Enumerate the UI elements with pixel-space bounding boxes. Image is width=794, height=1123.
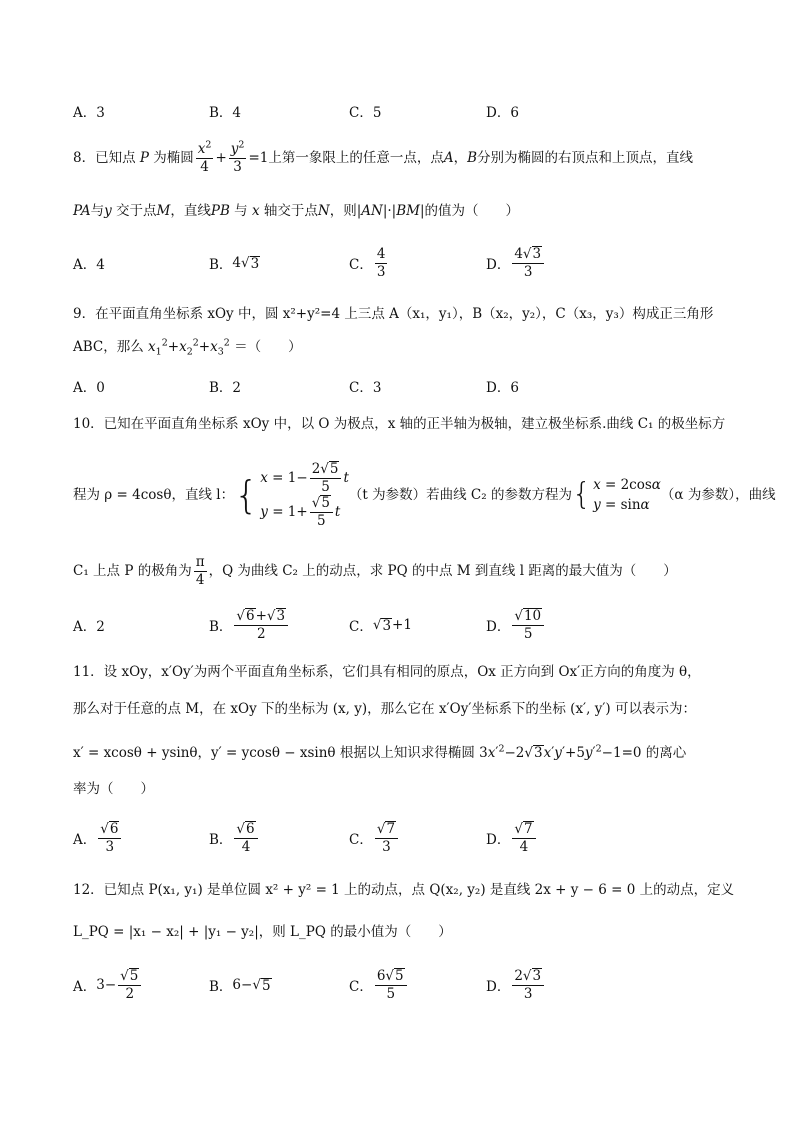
q8-text: 与 — [90, 203, 105, 219]
q11-stem-line2: 那么对于任意的点 M，在 xOy 下的坐标为 (x, y)，那么它在 x′Oy′坐标系下的坐标 (x′, y′) 可以表示为： — [73, 701, 696, 717]
q8-text: 交于点 — [116, 203, 157, 219]
q11-option-c[interactable]: C． $\frac{√7}{3}$ — [349, 815, 400, 861]
q10-text: C₁ 上点 P 的极角为 — [73, 563, 192, 579]
q8-option-c[interactable]: C． $\frac{4}{3}$ — [349, 245, 386, 280]
q9-text: ＝（ ） — [234, 339, 302, 355]
q10-text: （t 为参数）若曲线 C₂ 的参数方程为 — [348, 487, 572, 503]
q10-stem-line2 — [73, 450, 776, 540]
q10-stem-line3: C₁ 上点 P 的极角为 $\frac{\pi}{4}$ ，Q 为曲线 C₂ 上的动点，求 PQ 的中点 M 到直线 l 距离的最大值为（ ） — [73, 553, 677, 588]
q8-text: 分别为椭圆的右顶点和上顶点，直线 — [477, 150, 694, 166]
q9-option-b[interactable]: B．2 — [209, 380, 242, 396]
q8-text: 的值为（ ） — [424, 203, 520, 219]
q9-option-d[interactable]: D．6 — [486, 380, 519, 396]
option-label: B． — [209, 979, 233, 995]
q9-option-a[interactable]: A．0 — [73, 380, 105, 396]
q11-option-b[interactable]: B． $\frac{√6}{4}$ — [209, 815, 260, 861]
option-label: D． — [486, 832, 511, 848]
q9-stem-line2: ABC，那么 $x_1^2+x_2^2+x_3^2$ ＝（ ） — [73, 337, 302, 358]
q7-option-b[interactable]: B．4 — [209, 105, 242, 121]
option-label: C． — [349, 257, 373, 273]
q10-text: 程为 ρ = 4cosθ，直线 l： — [73, 487, 235, 503]
q10-option-b[interactable]: B． $\frac{√6+√3}{2}$ — [209, 602, 290, 648]
option-label: C． — [349, 979, 373, 995]
q7-option-a[interactable]: A．3 — [73, 105, 105, 121]
option-label: A． — [73, 979, 97, 995]
option-label: C． — [349, 619, 373, 635]
math-fraction: $\frac{y^2}{3}$ — [230, 139, 245, 175]
q12-stem-line2: L_PQ = |x₁ − x₂| + |y₁ − y₂|，则 L_PQ 的最小值为（ ） — [73, 924, 452, 940]
q8-text: 轴交于点 — [263, 203, 318, 219]
q10-option-d[interactable]: D． $\frac{√10}{5}$ — [486, 602, 546, 648]
option-label: D． — [486, 619, 511, 635]
q12-option-a[interactable]: A． 3− $\frac{√5}{2}$ — [73, 962, 143, 1008]
q12-stem-line1: 12．已知点 P(x₁, y₁) 是单位圆 x² + y² = 1 上的动点，点 Q(x₂, y₂) 是直线 2x + y − 6 = 0 上的动点，定义 — [73, 882, 735, 898]
q8-option-d[interactable]: D． $\frac{4√3}{3}$ — [486, 240, 546, 286]
q8-option-a[interactable] — [73, 240, 105, 286]
q9-option-c[interactable]: C．3 — [349, 380, 382, 396]
q11-text: x′ = xcosθ + ysinθ，y′ = ycosθ − xsinθ 根据以上知识求得椭圆 — [73, 745, 475, 761]
q7-option-c[interactable]: C．5 — [349, 105, 382, 121]
math-fraction: $\frac{x^2}{4}$ — [197, 139, 212, 175]
q10-option-c[interactable]: C． √ 3 +1 — [349, 617, 412, 635]
q11-option-a[interactable]: A． $\frac{√6}{3}$ — [73, 815, 123, 861]
option-label: C． — [349, 832, 373, 848]
q8-text: 与 — [234, 203, 248, 219]
q11-options — [73, 815, 733, 861]
option-label: B． — [209, 832, 233, 848]
q12-options — [73, 962, 733, 1008]
equation-system: { x = 1− $\frac{2√5}{5}$ t y = 1+ $\frac{√5}{5}$ t — [234, 461, 349, 529]
q8-text: ，则 — [329, 203, 357, 219]
option-label: B． — [209, 257, 233, 273]
q8-options — [73, 240, 733, 286]
q10-text: ，Q 为曲线 C₂ 上的动点，求 PQ 的中点 M 到直线 l 距离的最大值为（ ） — [208, 563, 677, 579]
q8-stem-line2: PA与y 交于点M，直线PB 与 x 轴交于点N，则|AN|·|BM|的值为（ ） — [73, 203, 520, 219]
option-label: A．4 — [73, 257, 105, 273]
q11-stem-line4: 率为（ ） — [73, 781, 154, 797]
option-label: A． — [73, 832, 97, 848]
q9-options — [73, 363, 733, 409]
q8-text: 8．已知点 — [73, 150, 136, 166]
q8-option-b[interactable]: B． 4√ 3 — [209, 255, 260, 273]
option-label: B． — [209, 619, 233, 635]
option-label: D． — [486, 257, 511, 273]
q11-text: 的离心 — [645, 745, 687, 761]
q10-text: （α 为参数），曲线 — [660, 487, 776, 503]
q12-option-c[interactable]: C． $\frac{6√5}{5}$ — [349, 962, 409, 1008]
q7-options — [73, 88, 733, 134]
q7-option-d[interactable]: D．6 — [486, 105, 519, 121]
q8-stem-line1: 8．已知点 P 为椭圆 $\frac{x^2}{4}$ + $\frac{y^2}{3}$ =1 上第一象限上的任意一点，点 A ， B 分别为椭圆的右顶点和上顶点，直线 — [73, 139, 694, 175]
q8-text: 上第一象限上的任意一点，点 — [268, 150, 444, 166]
q9-text: ABC，那么 — [73, 339, 144, 355]
equation-system: { x = 2cos α y = sin α — [571, 477, 661, 513]
q11-stem-line3: x′ = xcosθ + ysinθ，y′ = ycosθ − xsinθ 根据以上知识求得椭圆 $3x'^2-2√3x'y'+5y'^2-1=0$ 的离心 — [73, 743, 687, 761]
q8-text: ，直线 — [170, 203, 211, 219]
q10-options — [73, 602, 733, 648]
q11-option-d[interactable]: D． $\frac{√7}{4}$ — [486, 815, 538, 861]
option-label: D． — [486, 979, 511, 995]
q9-stem-line1: 9．在平面直角坐标系 xOy 中，圆 x²+y²=4 上三点 A（x₁，y₁），B（x₂，y₂），C（x₃，y₃）构成正三角形 — [73, 306, 714, 322]
q8-text: 为椭圆 — [153, 150, 194, 166]
q12-option-b[interactable]: B． 6−√ 5 — [209, 977, 271, 995]
q11-stem-line1: 11．设 xOy，x′Oy′为两个平面直角坐标系，它们具有相同的原点，Ox 正方向到 Ox′正方向的角度为 θ， — [73, 664, 701, 680]
q10-stem-line1: 10．已知在平面直角坐标系 xOy 中，以 O 为极点，x 轴的正半轴为极轴，建立极坐标系.曲线 C₁ 的极坐标方 — [73, 416, 726, 432]
q12-option-d[interactable]: D． $\frac{2√3}{3}$ — [486, 962, 546, 1008]
q10-option-a[interactable]: A．2 — [73, 619, 105, 635]
